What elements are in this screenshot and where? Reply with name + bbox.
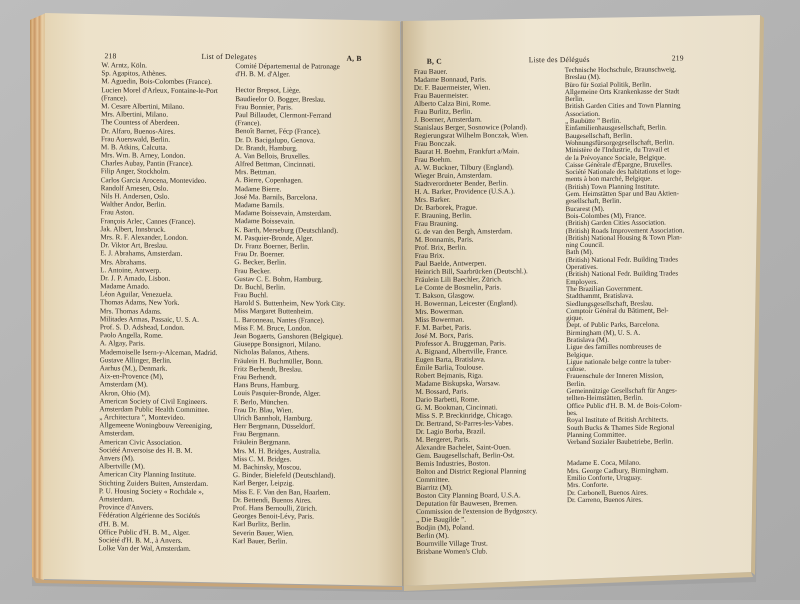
delegate-entry: Bucarest (M). [565,204,605,213]
entry-block [565,66,686,446]
delegate-entry: Dr. F. Bauermeister, Wien. [413,83,491,92]
delegate-entry: Siedlungsgesellschaft, Breslau. [565,299,654,308]
delegate-entry: Gem. Heimstätten Spar und Bau Aktien- [565,189,680,199]
delegate-entry: Commission de l'extension de Bydgoszcy. [416,507,538,516]
delegate-entry: Randolf Arnesen, Oslo. [100,184,169,193]
delegate-entry: A. Van Bellois, Bruxelles. [234,151,310,161]
delegate-entry: Province d'Anvers. [98,503,154,512]
delegate-entry: Herr Bergmann, Düsseldorf. [233,422,315,431]
delegate-entry: H. Bowerman, Leicester (England). [414,299,518,308]
delegate-entry: E. J. Abrahams, Amsterdam. [100,249,183,259]
delegate-entry: Stichting Zuiders Buiten, Amsterdam. [98,478,209,488]
delegate-entry: José Ma. Barnils, Barcelona. [234,192,318,202]
delegate-entry: Deputation für Bauwesen, Bremen. [416,499,518,508]
delegate-entry: Berlin (M). [416,531,450,540]
delegate-entry: Harold S. Buttenheim, New York City. [233,299,346,309]
delegate-entry: A. W. Buckner, Tilbury (England). [414,163,514,172]
delegate-entry: Stadtverordneter Bender, Berlin. [414,179,508,188]
delegate-entry: (British) National Fedr. Building Trades [565,269,679,279]
delegate-entry: Berlin. [566,379,586,388]
delegate-entry: Frau Bonnier, Paris. [235,102,293,112]
delegate-entry: bes. [566,408,578,418]
delegate-entry: Ulrich Bannholt, Hamburg. [233,413,313,423]
delegate-entry: Operatives. [565,262,598,272]
delegate-entry: gique. [566,314,584,323]
delegate-entry: Ministère de l'Industrie, du Travail et [565,145,670,155]
page-number: 219 [671,53,684,63]
delegate-entry: Amsterdam. [99,429,135,438]
delegate-entry: Gustave Allinger, Berlin. [99,356,172,365]
delegate-entry: (British) Roads Improvement Association. [565,225,685,235]
delegate-entry: Alexandre Bachelet, Saint-Ouen. [415,443,511,452]
delegate-entry: Le Comte de Bosmelin, Paris. [414,283,502,292]
delegate-entry: Comptoir Général du Bâtiment, Bel- [566,306,669,315]
delegate-entry: Karl Berger, Leipzig. [232,479,294,488]
delegate-entry: (British) Garden Cities Association. [565,218,666,228]
delegate-entry: Filip Anger, Stockholm. [100,167,171,177]
delegate-entry: Alfred Bettman, Cincinnati. [234,160,316,169]
delegate-entry: Gustav C. E. Bohm, Hamburg. [234,274,323,284]
delegate-entry: Miss Margaret Buttenheim. [233,307,314,317]
delegate-entry: Amsterdam. [98,495,135,504]
delegate-entry: Émile Barlia, Toulouse. [415,363,484,372]
delegate-entry: Frau Bergmann. [233,430,280,439]
delegate-entry: Dario Barbetti, Rome. [415,395,480,404]
delegate-entry: Société Nationale des habitations et loge- [565,167,682,177]
delegate-entry: culose. [566,365,587,374]
delegate-entry: Bois-Colombes (M), France. [565,211,647,221]
delegate-entry: Léon Aguilar, Venezuela. [100,290,173,299]
delegate-entry: A. Algay, Paris. [99,339,146,348]
delegate-entry: Sp. Agapitos, Athènes. [101,69,167,78]
delegate-entry: Mrs. Albertini, Milano. [101,110,169,119]
delegate-entry: T. Bakson, Glasgow. [414,291,475,300]
delegate-entry: „ Architectura ”, Montevideo. [99,413,185,422]
delegate-entry: Paul Baelde, Antwerpen. [414,259,487,268]
delegate-entry: Bemis Industries, Boston. [415,459,491,468]
delegate-entry: Madame Boissevain. [234,217,295,226]
delegate-entry: de la Prévoyance Sociale, Belgique. [565,153,666,162]
delegate-entry: American Society of Civil Engineers. [99,396,208,406]
page-number: 218 [104,51,117,61]
delegate-entry: Mrs. M. H. Bridges, Australia. [233,446,321,456]
delegate-entry: Nicholas Balanos, Athens. [233,348,310,357]
delegate-entry: Mrs. Bettman. [234,168,277,177]
delegate-entry: G. Binder, Bielefeld (Deutschland). [232,471,336,480]
delegate-entry: Fräulein Lili Baechler, Zürich. [414,275,503,284]
delegate-entry: Breslau (M). [564,73,601,82]
right-page-column-1 [414,67,538,556]
delegate-entry: Frau Burlitz, Berlin. [413,107,473,116]
delegate-entry: Louis Pasquier-Bronde, Alger. [233,389,321,398]
delegate-entry: Dr. J. P. Amado, Lisbon. [100,274,171,283]
delegate-entry: Miss S. P. Breckinridge, Chicago. [415,411,513,420]
delegate-entry: Fräulein H. Buchmüller, Bonn. [233,356,323,366]
section-letters: B, C [426,56,442,66]
delegate-entry: Bolton and District Regional Planning [415,467,527,476]
delegate-entry: Miss F. M. Bruce, London. [233,323,312,333]
entry-block [414,67,538,556]
delegate-entry: Georges Benoit-Lévy, Paris. [232,512,314,521]
delegate-entry: Association. [565,109,600,118]
delegate-entry: Madame Amado. [100,282,150,291]
running-title: Liste des Délégués [528,54,590,65]
delegate-entry: Ligue nationale belge contre la tuber- [566,357,672,366]
delegate-entry: Militades Armas, Passaic, U. S. A. [99,315,199,324]
delegate-entry: Office Public d'H. B. M. de Bois-Colom- [566,401,682,410]
delegate-entry: Mrs. Barker. [414,195,451,204]
delegate-entry: (British) National Fedr. Building Trades [565,255,679,264]
delegate-entry: Frau Brauning. [414,219,459,228]
delegate-entry: Wieger Bruin, Amsterdam. [414,171,492,180]
delegate-entry: Stanislaus Berger, Sosnowice (Poland). [414,123,528,132]
delegate-entry: Madame Bonnaud, Paris. [413,75,487,84]
delegate-entry: d'H. B. M. d'Alger. [235,70,291,79]
delegate-entry: F. Brauning, Berlin. [414,211,472,220]
delegate-entry: Lucien Morel d'Arleux, Fontaine-le-Port [101,85,218,95]
delegate-entry: Mrs. Bowerman. [415,307,464,316]
delegate-entry: Paul Billaudet, Clermont-Ferrand [235,111,332,120]
right-page-column-2 [565,66,686,504]
delegate-entry: American Civic Association. [99,437,182,447]
delegate-entry: Employers. [565,277,599,286]
delegate-entry: Frau Buchl. [234,291,268,300]
delegate-entry: Bratislava (M). [566,335,609,345]
delegate-entry: Aarhus (M.), Denmark. [99,364,168,373]
delegate-entry: Madame Barnils. [234,201,285,210]
delegate-entry: Jak. Albert, Innsbruck. [100,225,166,234]
delegate-entry: L. Antoine, Antwerp. [100,265,162,275]
delegate-entry: Hans Bruns, Hamburg. [233,381,300,390]
delegate-entry: Dr. Buchl, Berlin. [234,282,286,292]
delegate-entry: Prof. Hans Bernoulli, Zürich. [232,504,318,513]
delegate-entry: M. Cesare Albertini, Milano. [101,102,185,111]
delegate-entry: Dr. D. Bacigalupo, Genova. [234,135,316,145]
delegate-entry: F. Berlo, München. [233,397,289,406]
delegate-entry: Dr. Bertrand, St-Parres-les-Vabes. [415,419,514,428]
delegate-entry: A. Bignand, Albertville, France. [415,347,508,356]
delegate-entry: American City Planning Institute. [98,470,196,480]
delegate-entry: Stadthammt, Bratislava. [565,291,634,301]
delegate-entry: Aix-en-Provence (M), [99,372,164,381]
delegate-entry: G. de van den Bergh, Amsterdam. [414,227,513,236]
delegate-entry: (British) National Housing & Town Plan- [565,233,682,242]
delegate-entry: Mrs. Abrahams. [100,257,147,267]
delegate-entry: Bournville Village Trust. [416,539,488,548]
delegate-entry: ments à bon marché, Belgique. [565,175,653,184]
delegate-entry: Akron, Ohio (M). [99,388,151,398]
delegate-entry: Brisbane Women's Club. [416,547,488,556]
delegate-entry: G. Becker, Berlin. [234,258,287,267]
delegate-entry: P. U. Housing Society « Rochdale », [98,487,204,496]
delegate-entry: G. M. Bookman, Cincinnati. [415,403,498,412]
delegate-entry: Jean Bogaerts, Ganshoren (Belgique). [233,332,343,341]
delegate-entry: Severin Bauer, Wien. [232,528,294,537]
delegate-entry: Wohnungsfürsorgegesellschaft, Berlin. [565,138,674,148]
delegate-entry: Walther Andor, Berlin. [100,200,167,209]
delegate-entry: Mrs. Wm. B. Arney, London. [100,151,186,160]
running-title: List of Delegates [201,51,257,62]
delegate-entry: W. Arntz, Köln. [101,61,147,70]
delegate-entry: Miss C. M. Bridges. [233,454,292,464]
delegate-entry: Dr. Brandt, Hamburg. [234,143,298,153]
delegate-entry: Mademoiselle Isern-y-Alceman, Madrid. [99,347,218,357]
delegate-entry: (British) Town Planning Institute. [565,182,660,191]
delegate-entry: Professor A. Bruggeman, Paris. [415,339,506,348]
delegate-entry: Karl Burlitz, Berlin. [232,520,291,529]
delegate-entry: Ligue des familles nombreuses de [566,342,662,352]
delegate-entry: Albertville (M). [98,462,145,471]
delegate-entry: Royal Institute of British Architects. [566,415,669,425]
delegate-entry: K. Barth, Merseburg (Deutschland). [234,225,339,235]
delegate-entry: M. Bergeret, Paris. [415,435,471,444]
delegate-entry: Boston City Planning Board, U.S.A. [416,491,521,500]
delegate-entry: gesellschaft, Berlin. [565,197,622,206]
delegate-entry: Committee. [415,475,450,484]
delegate-entry: ning Council. [565,240,604,250]
delegate-entry: Société d'H. B. M., à Anvers. [98,536,183,545]
delegate-entry: Dr. Franz Boerner, Berlin. [234,242,310,251]
delegate-entry: Berlin. [564,95,585,104]
delegate-entry: François Arlec, Cannes (France). [100,216,196,226]
delegate-entry: Fräulein Bergmann. [233,438,291,447]
delegate-entry: Dr. Bettendi, Buenos Aires. [232,495,312,505]
delegate-entry: M. B. Atkins, Calcutta. [100,143,168,152]
delegate-entry: The Brazilian Government. [565,284,643,293]
delegate-entry: A. Bierre, Copenhagen. [234,176,303,185]
delegate-entry: Frau Boehm. [414,155,452,164]
delegate-entry: Birmingham (M), U. S. A. [566,328,641,337]
delegate-entry: South Bucks & Thames Side Regional [566,423,675,432]
delegate-entry: M. Bonnamis, Paris. [414,235,474,244]
delegate-entry: Karl Bauer, Berlin. [232,536,288,546]
delegate-entry: Miss E. F. Van den Ban, Haarlem. [232,487,331,497]
delegate-entry: Benoît Barnet, Fécp (France). [235,127,321,136]
delegate-entry: Baudieelor O. Bogger, Breslau. [235,94,326,104]
delegate-entry: British Garden Cities and Town Planning [564,101,681,111]
delegate-entry: L. Baronneau, Nantes (France). [233,315,325,325]
delegate-entry: Amsterdam Public Health Committee. [99,405,210,414]
delegate-entry: Amsterdam (M). [99,380,148,389]
delegate-entry: Frau Dr. Boerner. [234,250,285,259]
delegate-entry: Technische Hochschule, Braunschweig. [564,65,677,75]
delegate-entry: tellten-Heimstätten, Berlin. [566,394,643,403]
delegate-entry: Frau Berhendt. [233,373,277,382]
delegate-entry: Belgique. [566,350,594,359]
delegate-entry: Dr. Carbonell, Buenos Aires. [566,488,648,497]
delegate-entry: Emilio Conforte, Uruguay. [566,473,642,483]
delegate-entry: Miss Bowerman. [415,315,465,324]
delegate-entry: Mrs. Conforte. [566,481,609,490]
delegate-entry: Comité Départemental de Patronage [235,62,340,71]
delegate-entry: Eugen Barta, Bratislava. [415,355,486,364]
delegate-entry: José M. Borx, Paris. [415,331,474,340]
delegate-entry: Dr. Barborek, Prague. [414,203,478,212]
delegate-entry: Gemeinnützige Gesellschaft für Anges- [566,386,678,396]
delegate-entry: Dr. Lagio Borba, Brazil. [415,427,486,436]
delegate-entry: Einfamilienhausgesellschaft, Berlin. [565,123,667,133]
delegate-entry: Caisse Générale d'Épargne, Bruxelles. [565,160,673,169]
delegate-entry: Dept. of Public Parks, Barcelona. [566,320,660,330]
delegate-entry: Bodjin (M), Poland. [416,523,475,532]
delegate-entry: Frau Bauer. [413,67,448,76]
delegate-entry: d'H. B. M. [98,519,129,528]
delegate-entry: Frauenschule der Inneren Mission, [566,372,664,381]
delegate-entry: Hector Brepsot, Liège. [235,86,301,95]
section-letters: A, B [346,53,362,63]
delegate-entry: „ Baubütte ” Berlin. [565,116,622,126]
delegate-entry: (France). [235,119,262,128]
delegate-entry: Biarritz (M). [415,483,453,492]
delegate-entry: Dr. Viktor Art, Breslau. [100,241,168,250]
delegate-entry: Frau Bauermeister. [413,91,469,100]
delegate-entry: Charles Aubay, Pantin (France). [100,159,193,169]
delegate-entry: Fritz Berhendt, Breslau. [233,364,303,374]
delegate-entry: M. Pasquier-Bronde, Alger. [234,233,314,243]
delegate-entry: „ Die Baugilde ”. [416,515,467,524]
delegate-entry: Madame E. Coca, Milano. [566,459,641,468]
delegate-entry: Allgemeene Woningbouw Vereeniging, [99,421,213,431]
delegate-entry: M. Bachinsky, Moscou. [232,463,302,472]
delegate-entry: Nils H. Andersen, Oslo. [100,192,170,201]
delegate-entry: Thomas Adams, New York. [99,298,180,308]
delegate-entry: Frau Auerswald, Berlin. [100,134,171,144]
delegate-entry: Allgemeine Orts Krankenkasse der Stadt [564,87,680,96]
delegate-entry: Bath (M). [565,248,594,257]
delegate-entry: H. A. Barker, Providence (U.S.A.). [414,187,515,196]
delegate-entry: Prof. Brix, Berlin. [414,243,467,252]
delegate-entry: Dr. Alfaro, Buenos-Aires. [101,126,176,136]
entry-block [567,460,686,504]
delegate-entry: M. Bossard, Paris. [415,387,469,396]
delegate-entry: Heinrich Bill, Saarbrücken (Deutschl.). [414,267,528,276]
delegate-entry: Anvers (M). [99,454,135,463]
delegate-entry: Madame Bierre. [234,184,282,193]
delegate-entry: Frau Becker. [234,266,271,275]
delegate-entry: Frau Aston. [100,208,135,217]
delegate-entry: Office Public d'H. B. M., Alger. [98,527,191,537]
delegate-entry: Mrs. George Cadbury, Birmingham. [566,466,669,475]
delegate-entry: Robert Bejmanis, Riga. [415,371,483,380]
delegate-entry: (France). [101,94,128,103]
delegate-entry: Frau Dr. Blau, Wien. [233,405,294,415]
delegate-entry: Mrs. Thomas Adams. [99,306,162,316]
delegate-entry: Carlos Garcia Arocena, Montevideo. [100,175,207,185]
delegate-entry: J. Boerner, Amsterdam. [414,115,482,124]
delegate-entry: F. M. Barbet, Paris. [415,323,472,332]
delegate-entry: Gem. Baugesellschaft, Berlin-Ost. [415,451,515,460]
delegate-entry: M. Aguedin, Bois-Colombes (France). [101,77,212,87]
delegate-entry: Dr. Carreno, Buenos Aires. [567,495,643,504]
delegate-entry: Frau Brix. [414,251,445,260]
delegate-entry: Regierungsrat Wilhelm Bonczak, Wien. [414,131,529,140]
delegate-entry: Lolke Van der Wal, Amsterdam. [98,544,191,553]
delegate-entry: Mrs. R. F. Alexander, London. [100,233,188,242]
delegate-entry: Giuseppe Bonsignori, Milano. [233,340,321,349]
delegate-entry: Madame Biskupska, Warsaw. [415,379,501,388]
delegate-entry: Frau Bonczak. [414,139,457,148]
delegate-entry: The Countess of Aberdeen. [101,118,180,128]
delegate-entry: Baurat H. Boehm, Frankfurt a/Main. [414,147,520,156]
delegate-entry: Paolo Angella, Rome. [99,331,163,340]
delegate-entry: Baugesellschaft, Berlin. [565,131,633,140]
delegate-entry: Planning Committee. [566,430,627,439]
delegate-entry: Alberto Calza Bini, Rome. [413,99,491,108]
delegate-entry: Verband Sozialer Baubetriebe, Berlin. [566,437,674,447]
delegate-entry: Büro für Sozial Politik, Berlin. [564,80,652,89]
delegate-entry: Madame Boissevain, Amsterdam. [234,209,332,218]
delegate-entry: Fédération Algérienne des Sociétés [98,511,200,521]
delegate-entry: Prof. S. D. Adshead, London. [99,323,185,332]
delegate-entry: Société Anversoise des H. B. M. [99,446,193,455]
